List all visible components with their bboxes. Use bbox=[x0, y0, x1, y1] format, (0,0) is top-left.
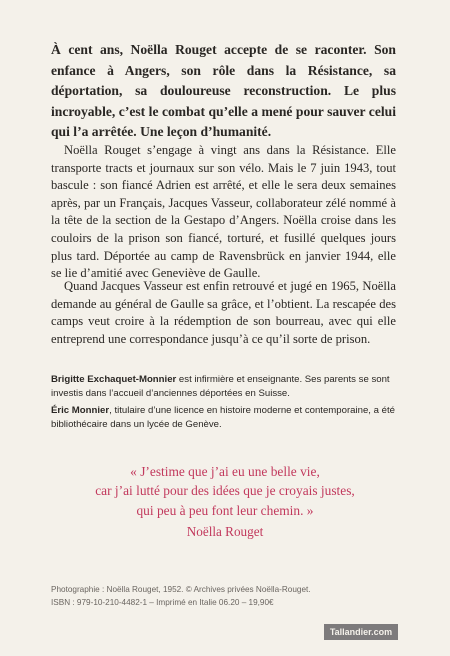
photo-credit: Photographie : Noëlla Rouget, 1952. © Archives privées Noëlla-Rouget. bbox=[51, 585, 311, 594]
author-bio-1 bbox=[51, 373, 396, 400]
author-name-2: Éric Monnier bbox=[51, 405, 110, 416]
author-bio-2 bbox=[51, 404, 396, 431]
author-bio-text-2: , titulaire d’une licence en histoire moderne et contemporaine, a été bibliothécaire dans un lycée de Genève. bbox=[51, 405, 395, 430]
quote-line-3: qui peu à peu font leur chemin. » bbox=[136, 502, 314, 518]
quote-line-1: « J’estime que j’ai eu une belle vie, bbox=[130, 464, 320, 479]
author-name-1: Brigitte Exchaquet-Monnier bbox=[51, 374, 177, 385]
summary-paragraph-1: Noëlla Rouget s’engage à vingt ans dans la Résistance. Elle transporte tracts et journaux sur son vélo. Mais le 7 juin 1943, tout bascule : son fiancé Adrien est arrêté, et elle le sera deux semaines après, par un Français, Jacques Vasseur, collaborateur zélé nommé à la tête de la section de la Gestapo d’Angers. Noëlla croise dans les couloirs de la prison son fiancé, torturé, et fusillé quelques jours plus tard. Déportée au camp de Ravensbrück en janvier 1944, elle se lie d’amitié avec Geneviève de Gaulle. bbox=[51, 143, 396, 281]
summary-paragraph-2: Quand Jacques Vasseur est enfin retrouvé et jugé en 1965, Noëlla demande au général de Gaulle sa grâce, et l’obtient. La rescapée des camps veut croire à la rédemption de son bourreau, avec qui elle entreprend une correspondance jusqu’à ce qu’il sorte de prison. bbox=[51, 279, 396, 346]
pull-quote bbox=[0, 462, 450, 520]
back-cover-intro: À cent ans, Noëlla Rouget accepte de se raconter. Son enfance à Angers, son rôle dans la Résistance, sa déportation, sa douloureuse reconstruction. Le plus incroyable, c’est le combat qu’elle a mené pour sauver celui qui l’a arrêtée. Une leçon d’humanité. bbox=[51, 42, 396, 140]
quote-author: Noëlla Rouget bbox=[186, 524, 264, 539]
publisher-link[interactable]: Tallandier.com bbox=[324, 624, 398, 640]
author-bio-text-1: est infirmière et enseignante. Ses parents se sont investis dans l’accueil d’anciennes déportées en Suisse. bbox=[51, 374, 390, 399]
quote-line-2: car j’ai lutté pour des idées que je croyais justes, bbox=[95, 483, 355, 499]
isbn-price: ISBN : 979-10-210-4482-1 – Imprimé en Italie 06.20 – 19,90€ bbox=[51, 598, 274, 607]
